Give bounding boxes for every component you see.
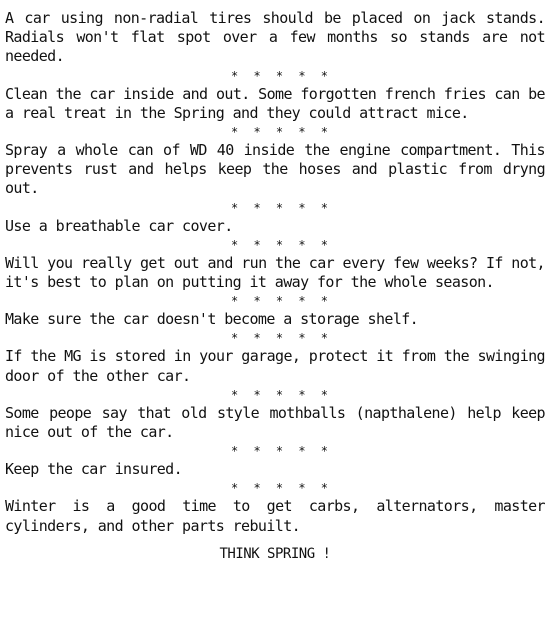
separator-stars: * * * * * — [231, 444, 333, 459]
separator-stars: * * * * * — [231, 331, 333, 346]
separator-stars: * * * * * — [231, 200, 333, 215]
tip-paragraph: Clean the car inside and out. Some forgotten french fries can be a real treat in the Spring and they could attract mice. — [5, 84, 545, 122]
tip-paragraph: Will you really get out and run the car every few weeks? If not, it's best to plan on putting it away for the whole season. — [5, 253, 545, 292]
tips-document — [5, 9, 545, 564]
tip-paragraph: Keep the car insured. — [5, 460, 183, 479]
separator-stars: * * * * * — [231, 237, 333, 252]
closing-line: THINK SPRING ! — [219, 545, 331, 562]
tip-paragraph: Some peope say that old style mothballs (napthalene) help keep nice out of the car. — [5, 403, 545, 442]
separator-stars: * * * * * — [231, 125, 333, 140]
tip-paragraph: Make sure the car doesn't become a storage shelf. — [5, 310, 419, 329]
tip-paragraph: Use a breathable car cover. — [5, 216, 233, 235]
separator-stars: * * * * * — [231, 294, 333, 309]
tip-paragraph: A car using non-radial tires should be placed on jack stands. Radials won't flat spot over a few months so stands are not needed. — [5, 9, 545, 66]
tip-paragraph: If the MG is stored in your garage, protect it from the swinging door of the other car. — [5, 347, 545, 385]
separator-stars: * * * * * — [231, 68, 333, 83]
separator-stars: * * * * * — [231, 387, 333, 402]
tip-paragraph: Spray a whole can of WD 40 inside the engine compartment. This prevents rust and helps keep the hoses and plastic from dryng out. — [5, 141, 545, 198]
tip-paragraph: Winter is a good time to get carbs, alternators, master cylinders, and other parts rebuilt. — [5, 497, 545, 535]
separator-stars: * * * * * — [231, 481, 333, 496]
